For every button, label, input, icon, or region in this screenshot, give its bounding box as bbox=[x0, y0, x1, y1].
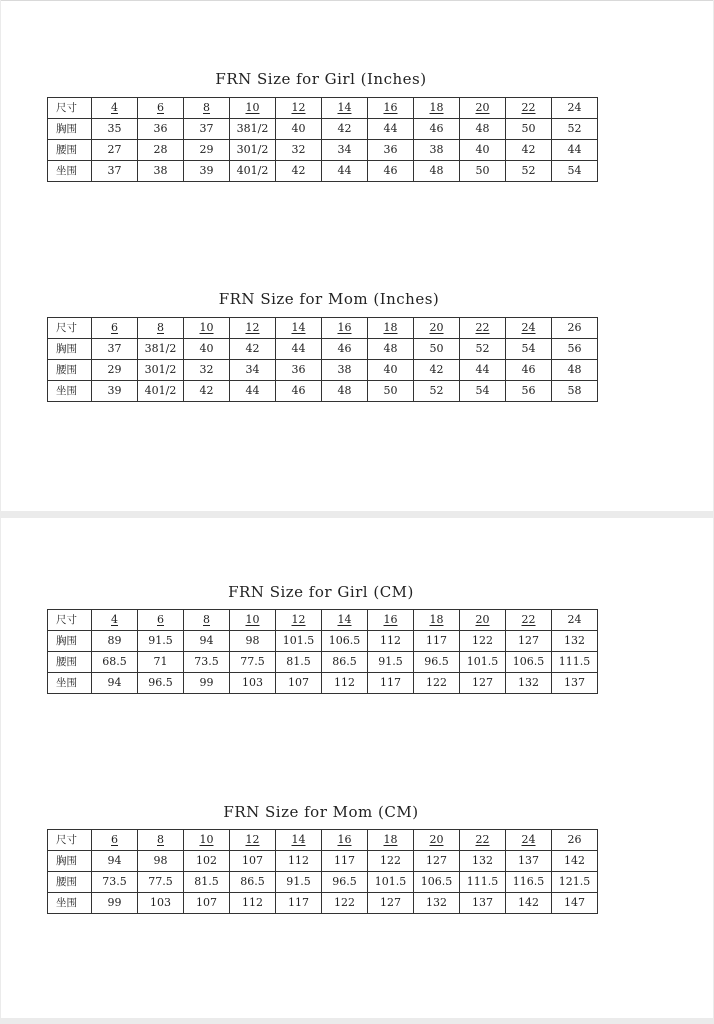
measurement-cell: 106.5 bbox=[414, 872, 460, 893]
size-header-cell bbox=[92, 830, 138, 851]
measurement-label: 腰围 bbox=[48, 872, 92, 893]
table-header-row bbox=[48, 318, 598, 339]
table-row bbox=[48, 161, 598, 182]
measurement-cell: 96.5 bbox=[322, 872, 368, 893]
measurement-cell: 50 bbox=[506, 119, 552, 140]
size-header-cell bbox=[368, 830, 414, 851]
size-header-cell bbox=[552, 318, 598, 339]
measurement-cell: 147 bbox=[552, 893, 598, 914]
size-table-girl-cm bbox=[47, 609, 598, 694]
image-panel-inches bbox=[1, 0, 713, 511]
measurement-cell: 91.5 bbox=[276, 872, 322, 893]
measurement-cell: 37 bbox=[92, 339, 138, 360]
measurement-cell: 34 bbox=[230, 360, 276, 381]
size-header-cell bbox=[460, 318, 506, 339]
measurement-cell: 42 bbox=[184, 381, 230, 402]
measurement-cell: 56 bbox=[506, 381, 552, 402]
measurement-cell: 96.5 bbox=[414, 652, 460, 673]
measurement-cell: 40 bbox=[276, 119, 322, 140]
size-header-cell bbox=[92, 318, 138, 339]
size-value: 22 bbox=[521, 613, 536, 626]
measurement-cell: 50 bbox=[368, 381, 414, 402]
size-header-cell bbox=[322, 318, 368, 339]
measurement-cell: 44 bbox=[322, 161, 368, 182]
measurement-cell: 56 bbox=[552, 339, 598, 360]
measurement-cell: 96.5 bbox=[138, 673, 184, 694]
measurement-cell: 98 bbox=[138, 851, 184, 872]
measurement-cell: 68.5 bbox=[92, 652, 138, 673]
measurement-cell: 301/2 bbox=[138, 360, 184, 381]
measurement-label: 坐围 bbox=[48, 381, 92, 402]
measurement-cell: 29 bbox=[184, 140, 230, 161]
measurement-cell: 107 bbox=[184, 893, 230, 914]
measurement-cell: 40 bbox=[184, 339, 230, 360]
size-header-cell bbox=[460, 98, 506, 119]
size-header-cell bbox=[138, 318, 184, 339]
measurement-cell: 137 bbox=[460, 893, 506, 914]
size-value: 10 bbox=[245, 613, 260, 626]
size-row-label: 尺寸 bbox=[48, 830, 92, 851]
measurement-cell: 117 bbox=[414, 631, 460, 652]
measurement-cell: 107 bbox=[230, 851, 276, 872]
chart-title-girl-inches: FRN Size for Girl (Inches) bbox=[215, 70, 427, 88]
measurement-cell: 101.5 bbox=[368, 872, 414, 893]
measurement-cell: 132 bbox=[506, 673, 552, 694]
size-value: 14 bbox=[291, 321, 306, 334]
size-header-cell bbox=[506, 610, 552, 631]
size-header-cell bbox=[184, 830, 230, 851]
size-value: 8 bbox=[203, 613, 210, 626]
size-header-cell bbox=[368, 610, 414, 631]
size-row-label: 尺寸 bbox=[48, 318, 92, 339]
measurement-cell: 94 bbox=[184, 631, 230, 652]
measurement-cell: 73.5 bbox=[92, 872, 138, 893]
size-header-cell bbox=[552, 830, 598, 851]
size-value: 24 bbox=[567, 613, 582, 626]
measurement-cell: 112 bbox=[368, 631, 414, 652]
table-header-row bbox=[48, 98, 598, 119]
measurement-label: 胸围 bbox=[48, 119, 92, 140]
measurement-cell: 73.5 bbox=[184, 652, 230, 673]
size-header-cell bbox=[506, 98, 552, 119]
size-value: 10 bbox=[245, 101, 260, 114]
size-value: 14 bbox=[337, 101, 352, 114]
size-row-label: 尺寸 bbox=[48, 610, 92, 631]
measurement-label: 坐围 bbox=[48, 161, 92, 182]
size-value: 10 bbox=[199, 321, 214, 334]
size-header-cell bbox=[184, 98, 230, 119]
table-row bbox=[48, 872, 598, 893]
size-header-cell bbox=[184, 610, 230, 631]
measurement-cell: 42 bbox=[276, 161, 322, 182]
measurement-cell: 127 bbox=[506, 631, 552, 652]
size-value: 4 bbox=[111, 613, 118, 626]
size-value: 22 bbox=[521, 101, 536, 114]
measurement-cell: 127 bbox=[414, 851, 460, 872]
measurement-label: 腰围 bbox=[48, 140, 92, 161]
size-value: 10 bbox=[199, 833, 214, 846]
table-row bbox=[48, 381, 598, 402]
size-value: 16 bbox=[337, 833, 352, 846]
measurement-cell: 142 bbox=[506, 893, 552, 914]
chart-title-mom-inches: FRN Size for Mom (Inches) bbox=[218, 290, 440, 308]
measurement-cell: 37 bbox=[92, 161, 138, 182]
measurement-cell: 117 bbox=[276, 893, 322, 914]
measurement-cell: 122 bbox=[414, 673, 460, 694]
measurement-cell: 44 bbox=[230, 381, 276, 402]
measurement-cell: 89 bbox=[92, 631, 138, 652]
size-header-cell bbox=[230, 610, 276, 631]
measurement-cell: 91.5 bbox=[138, 631, 184, 652]
measurement-cell: 54 bbox=[506, 339, 552, 360]
measurement-cell: 42 bbox=[322, 119, 368, 140]
measurement-cell: 50 bbox=[460, 161, 506, 182]
measurement-cell: 38 bbox=[414, 140, 460, 161]
measurement-cell: 46 bbox=[276, 381, 322, 402]
measurement-cell: 71 bbox=[138, 652, 184, 673]
measurement-label: 胸围 bbox=[48, 631, 92, 652]
measurement-cell: 122 bbox=[460, 631, 506, 652]
measurement-cell: 99 bbox=[92, 893, 138, 914]
measurement-cell: 107 bbox=[276, 673, 322, 694]
size-header-cell bbox=[92, 98, 138, 119]
size-header-cell bbox=[552, 610, 598, 631]
measurement-cell: 52 bbox=[460, 339, 506, 360]
measurement-cell: 116.5 bbox=[506, 872, 552, 893]
measurement-cell: 99 bbox=[184, 673, 230, 694]
size-value: 26 bbox=[567, 321, 582, 334]
table-row bbox=[48, 851, 598, 872]
measurement-cell: 103 bbox=[230, 673, 276, 694]
measurement-cell: 111.5 bbox=[552, 652, 598, 673]
measurement-cell: 40 bbox=[460, 140, 506, 161]
size-value: 6 bbox=[111, 321, 118, 334]
size-header-cell bbox=[506, 318, 552, 339]
size-row-label: 尺寸 bbox=[48, 98, 92, 119]
measurement-cell: 132 bbox=[460, 851, 506, 872]
size-value: 6 bbox=[111, 833, 118, 846]
measurement-cell: 36 bbox=[276, 360, 322, 381]
measurement-cell: 106.5 bbox=[322, 631, 368, 652]
measurement-cell: 32 bbox=[276, 140, 322, 161]
size-header-cell bbox=[230, 318, 276, 339]
size-header-cell bbox=[138, 830, 184, 851]
table-row bbox=[48, 652, 598, 673]
size-header-cell bbox=[368, 318, 414, 339]
measurement-cell: 29 bbox=[92, 360, 138, 381]
measurement-cell: 38 bbox=[322, 360, 368, 381]
measurement-cell: 50 bbox=[414, 339, 460, 360]
measurement-cell: 42 bbox=[414, 360, 460, 381]
measurement-cell: 101.5 bbox=[460, 652, 506, 673]
measurement-cell: 101.5 bbox=[276, 631, 322, 652]
measurement-label: 胸围 bbox=[48, 339, 92, 360]
size-value: 18 bbox=[383, 833, 398, 846]
measurement-label: 腰围 bbox=[48, 652, 92, 673]
table-header-row bbox=[48, 610, 598, 631]
size-value: 24 bbox=[521, 321, 536, 334]
chart-title-girl-cm: FRN Size for Girl (CM) bbox=[228, 583, 414, 601]
measurement-cell: 132 bbox=[552, 631, 598, 652]
measurement-cell: 48 bbox=[322, 381, 368, 402]
size-value: 12 bbox=[245, 833, 260, 846]
measurement-cell: 44 bbox=[552, 140, 598, 161]
size-value: 18 bbox=[429, 101, 444, 114]
measurement-cell: 46 bbox=[322, 339, 368, 360]
measurement-cell: 86.5 bbox=[322, 652, 368, 673]
size-header-cell bbox=[276, 610, 322, 631]
measurement-cell: 127 bbox=[368, 893, 414, 914]
measurement-cell: 32 bbox=[184, 360, 230, 381]
measurement-cell: 122 bbox=[322, 893, 368, 914]
size-header-cell bbox=[414, 830, 460, 851]
measurement-cell: 48 bbox=[368, 339, 414, 360]
size-header-cell bbox=[368, 98, 414, 119]
table-row bbox=[48, 631, 598, 652]
size-value: 20 bbox=[475, 613, 490, 626]
measurement-cell: 40 bbox=[368, 360, 414, 381]
size-header-cell bbox=[414, 318, 460, 339]
measurement-cell: 117 bbox=[368, 673, 414, 694]
measurement-cell: 98 bbox=[230, 631, 276, 652]
measurement-cell: 77.5 bbox=[138, 872, 184, 893]
measurement-cell: 86.5 bbox=[230, 872, 276, 893]
size-header-cell bbox=[506, 830, 552, 851]
measurement-cell: 48 bbox=[460, 119, 506, 140]
size-value: 8 bbox=[157, 321, 164, 334]
measurement-cell: 121.5 bbox=[552, 872, 598, 893]
measurement-cell: 137 bbox=[552, 673, 598, 694]
measurement-cell: 106.5 bbox=[506, 652, 552, 673]
size-header-cell bbox=[414, 610, 460, 631]
measurement-cell: 94 bbox=[92, 673, 138, 694]
size-value: 6 bbox=[157, 101, 164, 114]
size-value: 8 bbox=[203, 101, 210, 114]
measurement-cell: 137 bbox=[506, 851, 552, 872]
size-header-cell bbox=[230, 98, 276, 119]
measurement-cell: 117 bbox=[322, 851, 368, 872]
measurement-cell: 142 bbox=[552, 851, 598, 872]
measurement-cell: 111.5 bbox=[460, 872, 506, 893]
size-value: 8 bbox=[157, 833, 164, 846]
size-header-cell bbox=[276, 830, 322, 851]
measurement-cell: 77.5 bbox=[230, 652, 276, 673]
size-header-cell bbox=[322, 830, 368, 851]
size-header-cell bbox=[552, 98, 598, 119]
size-value: 14 bbox=[291, 833, 306, 846]
size-header-cell bbox=[138, 610, 184, 631]
table-row bbox=[48, 140, 598, 161]
measurement-label: 坐围 bbox=[48, 893, 92, 914]
table-row bbox=[48, 339, 598, 360]
measurement-cell: 58 bbox=[552, 381, 598, 402]
size-header-cell bbox=[138, 98, 184, 119]
table-row bbox=[48, 673, 598, 694]
measurement-cell: 46 bbox=[506, 360, 552, 381]
size-value: 4 bbox=[111, 101, 118, 114]
measurement-cell: 401/2 bbox=[138, 381, 184, 402]
measurement-label: 腰围 bbox=[48, 360, 92, 381]
size-value: 22 bbox=[475, 833, 490, 846]
size-value: 26 bbox=[567, 833, 582, 846]
measurement-label: 胸围 bbox=[48, 851, 92, 872]
size-table-mom-cm bbox=[47, 829, 598, 914]
measurement-cell: 44 bbox=[460, 360, 506, 381]
measurement-cell: 127 bbox=[460, 673, 506, 694]
size-header-cell bbox=[276, 98, 322, 119]
size-header-cell bbox=[276, 318, 322, 339]
measurement-cell: 132 bbox=[414, 893, 460, 914]
measurement-cell: 52 bbox=[552, 119, 598, 140]
size-value: 18 bbox=[429, 613, 444, 626]
measurement-cell: 34 bbox=[322, 140, 368, 161]
measurement-cell: 301/2 bbox=[230, 140, 276, 161]
size-header-cell bbox=[460, 830, 506, 851]
size-value: 6 bbox=[157, 613, 164, 626]
measurement-cell: 27 bbox=[92, 140, 138, 161]
size-value: 24 bbox=[567, 101, 582, 114]
measurement-cell: 381/2 bbox=[230, 119, 276, 140]
size-header-cell bbox=[230, 830, 276, 851]
size-value: 16 bbox=[383, 613, 398, 626]
size-value: 22 bbox=[475, 321, 490, 334]
table-header-row bbox=[48, 830, 598, 851]
measurement-cell: 35 bbox=[92, 119, 138, 140]
size-value: 20 bbox=[429, 321, 444, 334]
measurement-cell: 381/2 bbox=[138, 339, 184, 360]
measurement-cell: 52 bbox=[414, 381, 460, 402]
size-header-cell bbox=[322, 610, 368, 631]
measurement-cell: 36 bbox=[368, 140, 414, 161]
measurement-cell: 46 bbox=[414, 119, 460, 140]
size-header-cell bbox=[322, 98, 368, 119]
size-header-cell bbox=[92, 610, 138, 631]
measurement-cell: 48 bbox=[552, 360, 598, 381]
measurement-cell: 112 bbox=[230, 893, 276, 914]
measurement-cell: 81.5 bbox=[276, 652, 322, 673]
size-header-cell bbox=[184, 318, 230, 339]
measurement-cell: 81.5 bbox=[184, 872, 230, 893]
size-value: 12 bbox=[291, 613, 306, 626]
size-table-mom-inches bbox=[47, 317, 598, 402]
size-value: 16 bbox=[337, 321, 352, 334]
measurement-label: 坐围 bbox=[48, 673, 92, 694]
measurement-cell: 38 bbox=[138, 161, 184, 182]
image-panel-cm bbox=[1, 518, 713, 1018]
measurement-cell: 46 bbox=[368, 161, 414, 182]
measurement-cell: 112 bbox=[322, 673, 368, 694]
measurement-cell: 54 bbox=[552, 161, 598, 182]
size-table-girl-inches bbox=[47, 97, 598, 182]
measurement-cell: 39 bbox=[92, 381, 138, 402]
size-value: 20 bbox=[429, 833, 444, 846]
size-value: 16 bbox=[383, 101, 398, 114]
size-header-cell bbox=[460, 610, 506, 631]
measurement-cell: 37 bbox=[184, 119, 230, 140]
measurement-cell: 54 bbox=[460, 381, 506, 402]
size-value: 12 bbox=[245, 321, 260, 334]
chart-title-mom-cm: FRN Size for Mom (CM) bbox=[223, 803, 419, 821]
measurement-cell: 401/2 bbox=[230, 161, 276, 182]
measurement-cell: 48 bbox=[414, 161, 460, 182]
measurement-cell: 91.5 bbox=[368, 652, 414, 673]
size-value: 18 bbox=[383, 321, 398, 334]
measurement-cell: 42 bbox=[506, 140, 552, 161]
measurement-cell: 44 bbox=[368, 119, 414, 140]
size-value: 14 bbox=[337, 613, 352, 626]
size-value: 24 bbox=[521, 833, 536, 846]
measurement-cell: 42 bbox=[230, 339, 276, 360]
table-row bbox=[48, 119, 598, 140]
table-row bbox=[48, 360, 598, 381]
size-header-cell bbox=[414, 98, 460, 119]
measurement-cell: 94 bbox=[92, 851, 138, 872]
table-row bbox=[48, 893, 598, 914]
size-value: 20 bbox=[475, 101, 490, 114]
measurement-cell: 28 bbox=[138, 140, 184, 161]
measurement-cell: 44 bbox=[276, 339, 322, 360]
measurement-cell: 102 bbox=[184, 851, 230, 872]
measurement-cell: 52 bbox=[506, 161, 552, 182]
size-value: 12 bbox=[291, 101, 306, 114]
measurement-cell: 39 bbox=[184, 161, 230, 182]
measurement-cell: 36 bbox=[138, 119, 184, 140]
measurement-cell: 122 bbox=[368, 851, 414, 872]
measurement-cell: 103 bbox=[138, 893, 184, 914]
measurement-cell: 112 bbox=[276, 851, 322, 872]
